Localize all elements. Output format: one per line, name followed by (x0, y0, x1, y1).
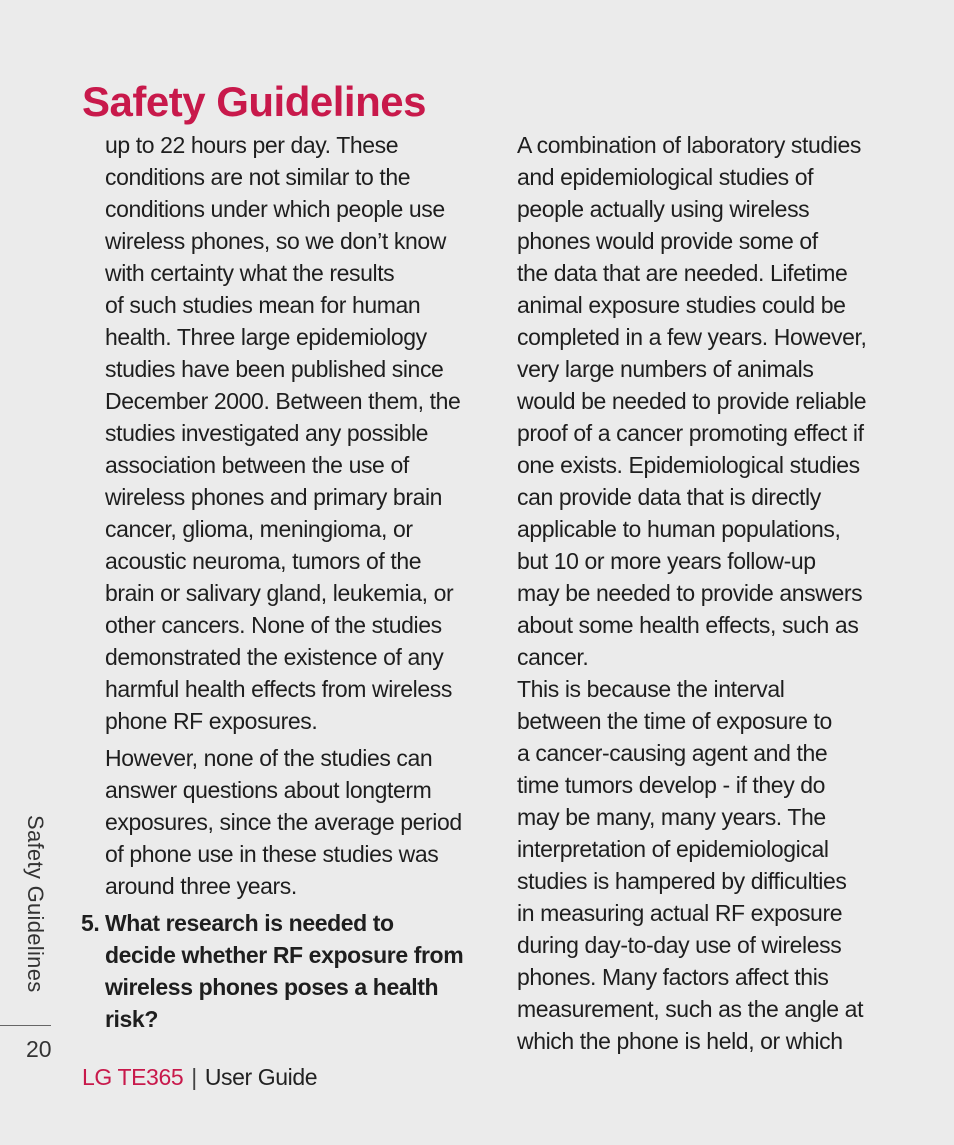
text-line: in measuring actual RF exposure (517, 900, 843, 926)
text-line: of phone use in these studies was (105, 841, 439, 867)
page-number: 20 (26, 1036, 52, 1062)
text-line: wireless phones, so we don’t know (105, 228, 446, 254)
text-line: exposures, since the average period (105, 809, 462, 835)
text-line: may be needed to provide answers (517, 580, 863, 606)
question-line: What research is needed to (105, 910, 394, 936)
footer-separator: | (191, 1064, 197, 1090)
question-line: decide whether RF exposure from (105, 942, 464, 968)
text-line: can provide data that is directly (517, 484, 821, 510)
text-line: one exists. Epidemiological studies (517, 452, 860, 478)
paragraph-longterm-exposure (105, 742, 480, 902)
sidebar-section-label: Safety Guidelines (23, 815, 48, 993)
text-line: answer questions about longterm (105, 777, 432, 803)
right-column (517, 129, 897, 1057)
text-line: However, none of the studies can (105, 745, 433, 771)
text-line: up to 22 hours per day. These (105, 132, 399, 158)
text-line: would be needed to provide reliable (517, 388, 867, 414)
question-number: 5. (81, 910, 100, 936)
text-line: conditions are not similar to the (105, 164, 411, 190)
text-line: harmful health effects from wireless (105, 676, 452, 702)
page-title: Safety Guidelines (82, 78, 426, 126)
paragraph-interval (517, 673, 897, 1057)
text-line: acoustic neuroma, tumors of the (105, 548, 422, 574)
text-line: may be many, many years. The (517, 804, 826, 830)
text-line: which the phone is held, or which (517, 1028, 843, 1054)
text-line: proof of a cancer promoting effect if (517, 420, 864, 446)
text-line: but 10 or more years follow-up (517, 548, 816, 574)
text-line: about some health effects, such as (517, 612, 859, 638)
text-line: of such studies mean for human (105, 292, 421, 318)
text-line: other cancers. None of the studies (105, 612, 442, 638)
text-line: the data that are needed. Lifetime (517, 260, 848, 286)
text-line: animal exposure studies could be (517, 292, 846, 318)
question-line: risk? (105, 1006, 158, 1032)
text-line: association between the use of (105, 452, 409, 478)
text-line: brain or salivary gland, leukemia, or (105, 580, 454, 606)
footer-product-name: LG TE365 (82, 1064, 184, 1090)
text-line: and epidemiological studies of (517, 164, 814, 190)
left-column (81, 129, 480, 1035)
text-line: around three years. (105, 873, 297, 899)
text-line: during day-to-day use of wireless (517, 932, 842, 958)
footer (82, 1064, 317, 1091)
text-line: This is because the interval (517, 676, 785, 702)
text-line: between the time of exposure to (517, 708, 832, 734)
text-line: with certainty what the results (105, 260, 395, 286)
text-line: health. Three large epidemiology (105, 324, 427, 350)
sidebar-divider (0, 1025, 51, 1026)
text-line: measurement, such as the angle at (517, 996, 864, 1022)
text-line: A combination of laboratory studies (517, 132, 861, 158)
footer-guide-label: User Guide (204, 1064, 318, 1090)
text-line: studies investigated any possible (105, 420, 429, 446)
text-line: studies is hampered by difficulties (517, 868, 847, 894)
text-line: people actually using wireless (517, 196, 810, 222)
text-line: a cancer-causing agent and the (517, 740, 828, 766)
text-line: cancer, glioma, meningioma, or (105, 516, 413, 542)
paragraph-study-results (105, 129, 480, 737)
question-line: wireless phones poses a health (105, 974, 439, 1000)
text-line: demonstrated the existence of any (105, 644, 444, 670)
text-line: December 2000. Between them, the (105, 388, 461, 414)
paragraph-research-needed (517, 129, 897, 673)
text-line: cancer. (517, 644, 589, 670)
text-line: interpretation of epidemiological (517, 836, 829, 862)
text-line: phone RF exposures. (105, 708, 318, 734)
text-line: wireless phones and primary brain (105, 484, 443, 510)
text-line: time tumors develop - if they do (517, 772, 826, 798)
question-heading (81, 907, 480, 1035)
text-line: applicable to human populations, (517, 516, 841, 542)
text-line: phones would provide some of (517, 228, 818, 254)
text-line: studies have been published since (105, 356, 444, 382)
text-line: very large numbers of animals (517, 356, 814, 382)
text-line: conditions under which people use (105, 196, 445, 222)
text-line: completed in a few years. However, (517, 324, 867, 350)
text-line: phones. Many factors affect this (517, 964, 829, 990)
